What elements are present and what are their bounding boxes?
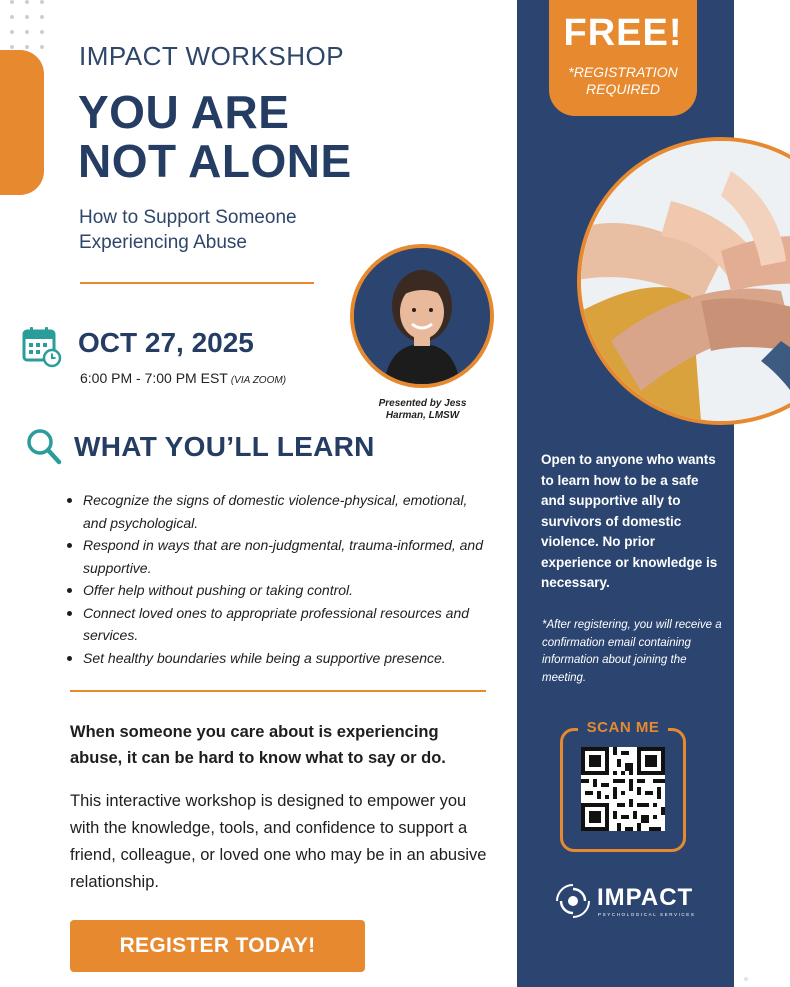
search-icon [26,428,62,466]
divider [80,282,314,284]
qr-code[interactable] [581,747,665,831]
free-label: FREE! [563,12,683,54]
learn-list [67,489,492,669]
event-time-range: 6:00 PM - 7:00 PM EST [80,370,228,386]
scan-me-label: SCAN ME [578,719,668,736]
learn-heading: WHAT YOU’LL LEARN [74,431,375,462]
event-format: (VIA ZOOM) [230,375,287,386]
title-line-2: NOT ALONE [78,135,352,187]
list-item: Offer help without pushing or taking control. [67,579,492,602]
register-button[interactable]: REGISTER TODAY! [70,920,365,972]
event-time [80,370,286,386]
presenter-credit: Presented by Jess Harman, LMSW [378,398,467,421]
free-badge [549,0,697,116]
lead-paragraph: When someone you care about is experiencing abuse, it can be hard to know what to say or do. [70,723,446,767]
audience-text: Open to anyone who wants to learn how to be a safe and supportive ally to survivors of domestic violence. No prior experience or knowledge is necessary. [541,452,718,590]
description-paragraph: This interactive workshop is designed to empower you with the knowledge, tools, and confidence to support a friend, colleague, or loved one who may be in an abusive relationship. [70,792,487,891]
title-line-1: YOU ARE [78,86,290,138]
list-item: Set healthy boundaries while being a supportive presence. [67,647,492,670]
calendar-clock-icon [22,326,62,368]
kicker-label: IMPACT WORKSHOP [79,41,345,71]
divider [70,690,486,692]
confirmation-note: *After registering, you will receive a confirmation email containing information about joining the meeting. [542,619,722,684]
accent-tab [0,50,44,195]
list-item: Recognize the signs of domestic violence-physical, emotional, and psychological. [67,489,492,534]
event-date: OCT 27, 2025 [78,327,254,358]
list-item: Connect loved ones to appropriate professional resources and services. [67,602,492,647]
page-subtitle: How to Support Someone Experiencing Abuse [79,207,297,253]
decorative-dots [10,0,44,49]
brand-name: IMPACT [597,884,694,911]
brand-tagline: PSYCHOLOGICAL SERVICES [598,912,696,917]
registration-note: *REGISTRATION REQUIRED [568,64,678,97]
page-title [78,88,352,186]
impact-logo-icon [556,884,590,918]
list-item: Respond in ways that are non-judgmental, trauma-informed, and supportive. [67,534,492,579]
presenter-photo [350,244,494,388]
